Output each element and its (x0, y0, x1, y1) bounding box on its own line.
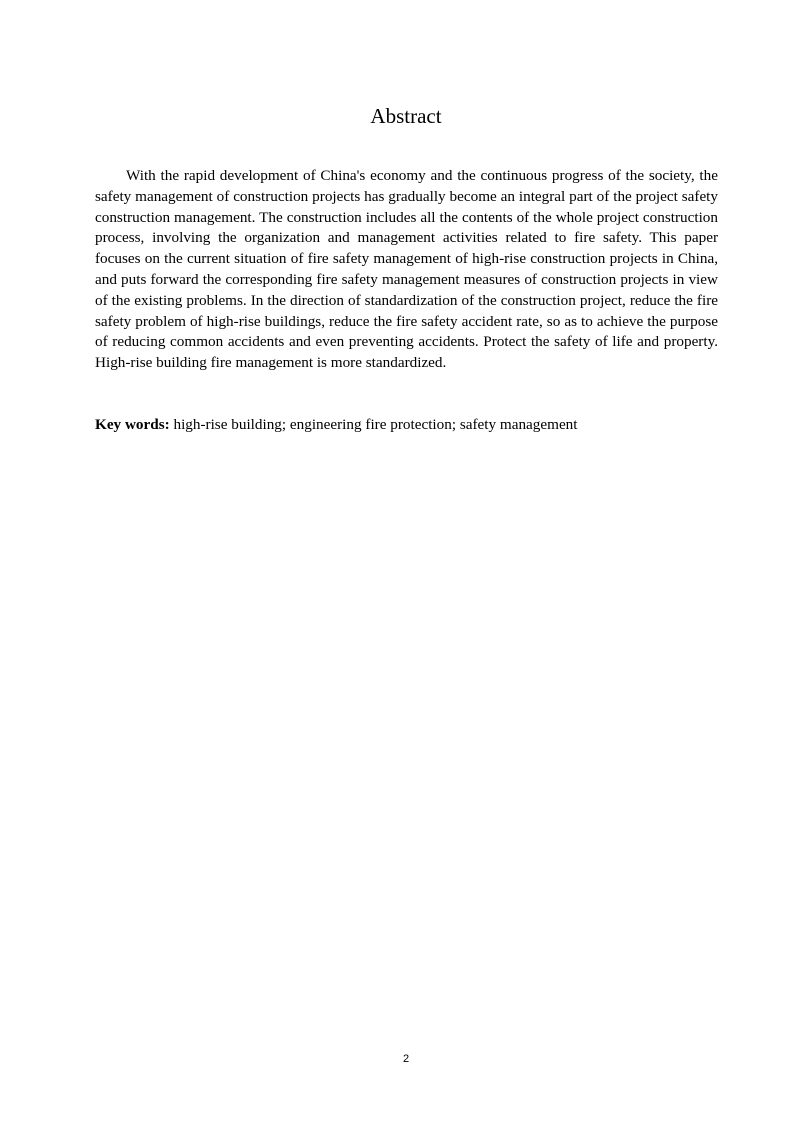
keywords-line (95, 415, 718, 435)
keywords-text: high-rise building; engineering fire protection; safety management (169, 416, 578, 433)
keywords-label: Key words: (95, 416, 170, 433)
abstract-paragraph: With the rapid development of China's economy and the continuous progress of the society, the safety management of construction projects has gradually become an integral part of the project safety construction management. The construction includes all the contents of the whole project construction process, involving the organization and management activities related to fire safety. This paper focuses on the current situation of fire safety management of high-rise construction projects in China, and puts forward the corresponding fire safety management measures of construction projects in view of the existing problems. In the direction of standardization of the construction project, reduce the fire safety problem of high-rise buildings, reduce the fire safety accident rate, so as to achieve the purpose of reducing common accidents and even preventing accidents. Protect the safety of life and property. High-rise building fire management is more standardized. (95, 167, 718, 372)
page-number: 2 (402, 1053, 410, 1065)
abstract-title: Abstract (370, 104, 442, 128)
